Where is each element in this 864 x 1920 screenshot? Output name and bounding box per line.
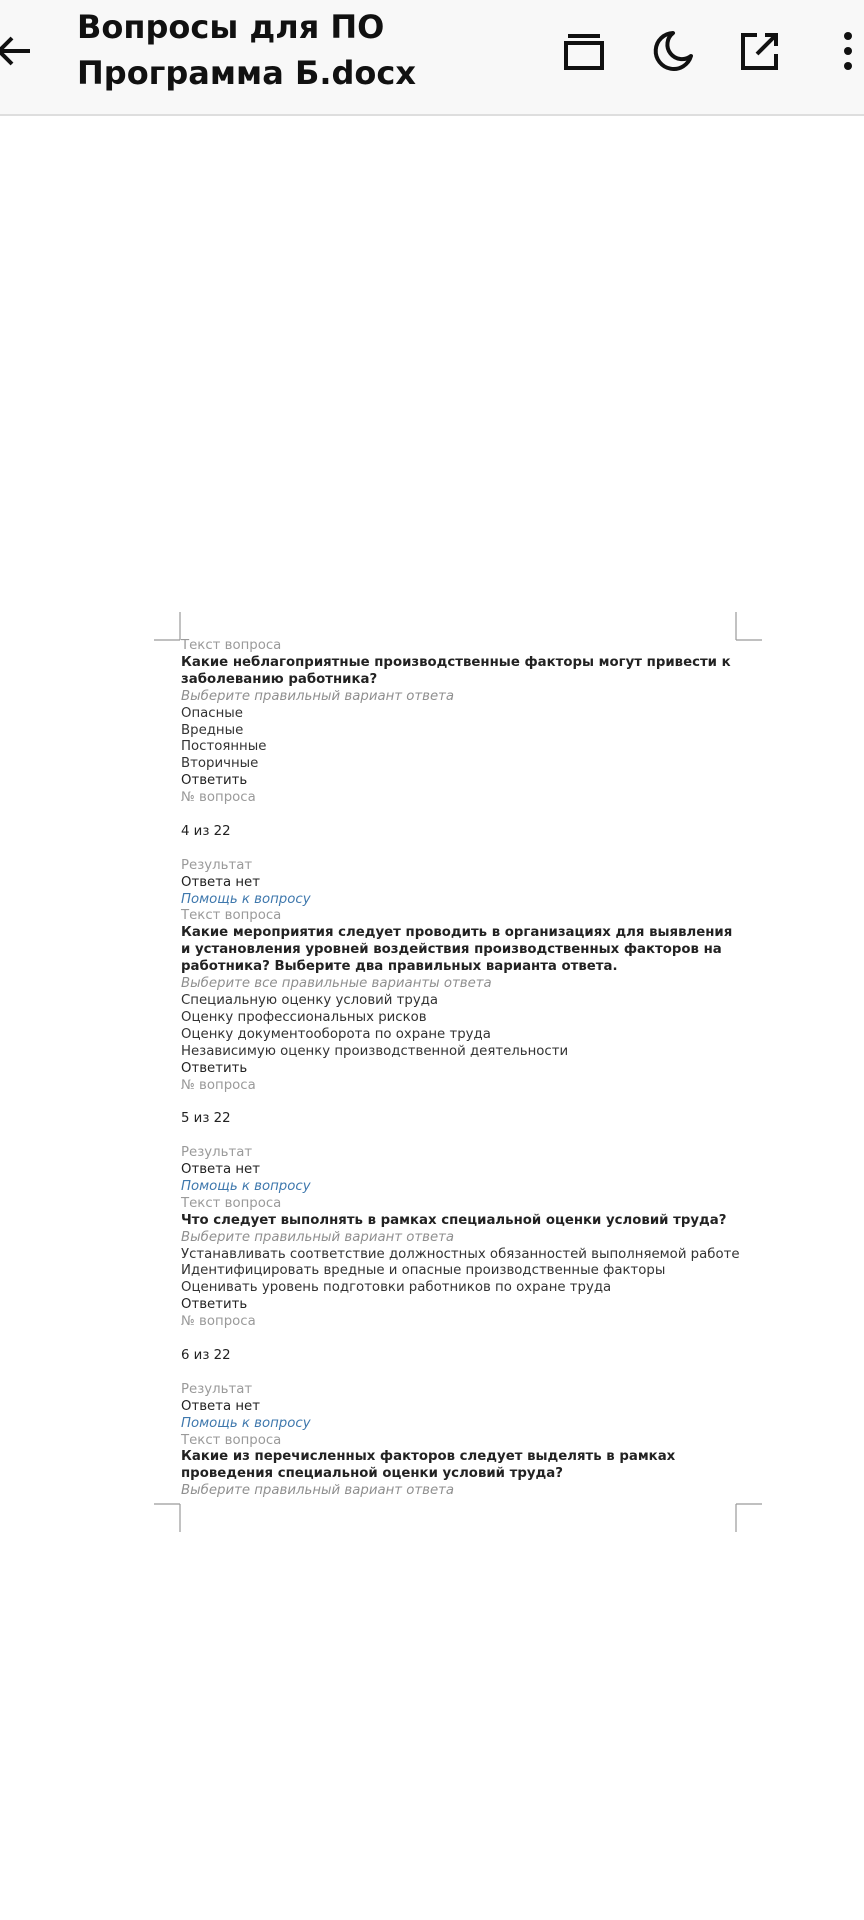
answer-option: Оценку документооборота по охране труда [181,1026,491,1042]
open-external-icon [735,26,785,76]
answer-option: Независимую оценку производственной деятельности [181,1043,569,1059]
result-label: Результат [181,1381,253,1397]
reading-mode-button[interactable] [559,26,609,76]
crop-mark-top-left [150,612,182,642]
answer-option: Устанавливать соответствие должностных обязанностей выполняемой работе [181,1246,740,1262]
moon-icon [647,26,697,76]
question-text-label: Текст вопроса [181,1195,282,1211]
answer-option: Специальную оценку условий труда [181,993,439,1008]
answer-label: Ответить [181,1060,248,1076]
answer-option: Идентифицировать вредные и опасные производственные факторы [181,1263,666,1279]
result-value: Ответа нет [181,1162,260,1178]
blank-line [181,1094,741,1111]
tablet-icon [559,26,609,76]
dark-mode-button[interactable] [647,26,697,76]
crop-mark-bottom-left [150,1502,182,1532]
app-bar [0,0,864,116]
open-external-button[interactable] [735,26,785,76]
answer-hint: Выберите правильный вариант ответа [181,1483,455,1499]
question-number-label: № вопроса [181,1077,256,1093]
answer-hint: Выберите все правильные варианты ответа [181,976,492,992]
document-title: Вопросы для ПО Программа Б.docx [77,8,416,92]
question-text-label: Текст вопроса [181,638,282,653]
crop-mark-bottom-right [734,1502,766,1532]
result-value: Ответа нет [181,874,260,890]
question-number-label: № вопроса [181,790,256,806]
question-counter: 5 из 22 [181,1111,231,1127]
help-link[interactable]: Помощь к вопросу [181,1415,311,1431]
question-text-label: Текст вопроса [181,1432,282,1448]
question-text: Какие из перечисленных факторов следует выделять в рамках проведения специальной оценки условий труда? [181,1449,676,1482]
more-vert-icon [824,26,864,76]
answer-option: Постоянные [181,739,267,755]
result-value: Ответа нет [181,1398,260,1414]
result-label: Результат [181,1145,253,1161]
document-page [181,638,741,1500]
more-options-button[interactable] [824,26,864,76]
question-counter: 6 из 22 [181,1347,231,1363]
blank-line [181,1331,741,1348]
blank-line [181,807,741,824]
back-button[interactable] [0,26,34,76]
help-link[interactable]: Помощь к вопросу [181,1178,311,1194]
answer-option: Вторичные [181,756,259,772]
back-arrow-icon [0,26,34,76]
answer-hint: Выберите правильный вариант ответа [181,1229,455,1245]
question-text: Какие неблагоприятные производственные факторы могут привести к заболеванию работника? [181,654,731,687]
answer-hint: Выберите правильный вариант ответа [181,688,455,704]
blank-line [181,1365,741,1382]
answer-option: Оценку профессиональных рисков [181,1009,427,1025]
question-number-label: № вопроса [181,1314,256,1330]
answer-label: Ответить [181,1297,248,1313]
answer-label: Ответить [181,773,248,789]
blank-line [181,1128,741,1145]
question-text: Какие мероприятия следует проводить в организациях для выявления и установления уровней воздействия производственных факторов на работника? Выберите два правильных варианта ответа. [181,925,733,975]
result-label: Результат [181,857,253,873]
question-text: Что следует выполнять в рамках специальной оценки условий труда? [181,1212,727,1228]
help-link[interactable]: Помощь к вопросу [181,891,311,907]
blank-line [181,841,741,858]
answer-option: Вредные [181,722,244,738]
question-counter: 4 из 22 [181,823,231,839]
answer-option: Оценивать уровень подготовки работников по охране труда [181,1280,612,1296]
question-text-label: Текст вопроса [181,908,282,924]
answer-option: Опасные [181,705,243,721]
